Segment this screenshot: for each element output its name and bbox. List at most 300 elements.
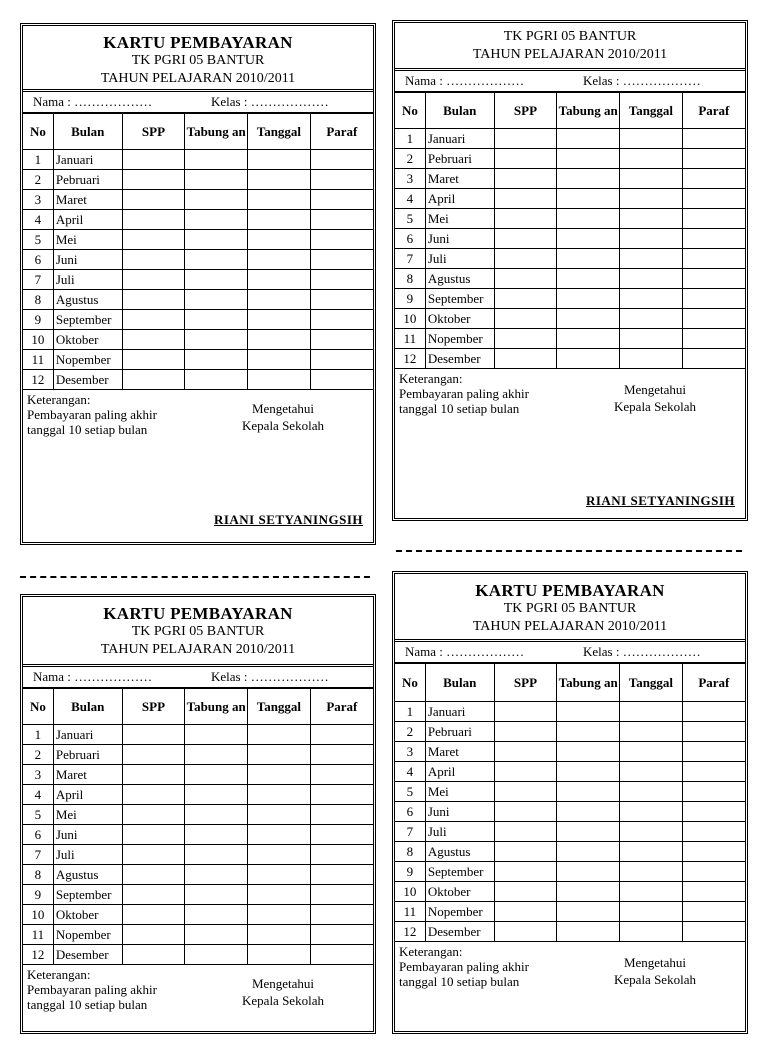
tabungan-cell[interactable]: [185, 845, 248, 865]
spp-cell[interactable]: [122, 190, 185, 210]
school-name: TK PGRI 05 BANTUR: [131, 624, 265, 639]
paraf-cell[interactable]: [310, 805, 373, 825]
ack-line: Kepala Sekolah: [614, 399, 696, 414]
col-header-tanggal: Tanggal: [248, 114, 311, 150]
paraf-cell[interactable]: [310, 725, 373, 745]
tanggal-cell[interactable]: [620, 802, 683, 822]
tabungan-cell[interactable]: [557, 922, 620, 942]
tanggal-cell[interactable]: [620, 862, 683, 882]
month-name: Nopember: [53, 925, 122, 945]
paraf-cell[interactable]: [682, 309, 745, 329]
table-row: [23, 925, 373, 945]
paraf-cell[interactable]: [310, 150, 373, 170]
note-line: Pembayaran paling akhir: [27, 982, 157, 997]
tabungan-cell[interactable]: [185, 170, 248, 190]
tabungan-cell[interactable]: [557, 742, 620, 762]
tanggal-cell[interactable]: [620, 722, 683, 742]
kelas-field[interactable]: Kelas : ………………: [211, 669, 329, 684]
identity-row: [395, 71, 745, 92]
paraf-cell[interactable]: [682, 249, 745, 269]
spp-cell[interactable]: [494, 862, 557, 882]
tanggal-cell[interactable]: [620, 822, 683, 842]
month-name: Pebruari: [53, 745, 122, 765]
row-number: 10: [395, 309, 425, 329]
month-name: Juli: [53, 270, 122, 290]
spp-cell[interactable]: [494, 149, 557, 169]
paraf-cell[interactable]: [682, 189, 745, 209]
row-number: 4: [23, 785, 53, 805]
month-name: September: [53, 310, 122, 330]
table-row: [23, 745, 373, 765]
table-row: [23, 845, 373, 865]
spp-cell[interactable]: [122, 270, 185, 290]
table-row: [395, 329, 745, 349]
tanggal-cell[interactable]: [248, 825, 311, 845]
table-row: [395, 249, 745, 269]
tabungan-cell[interactable]: [557, 309, 620, 329]
card-header: [395, 23, 745, 71]
row-number: 6: [23, 250, 53, 270]
spp-cell[interactable]: [494, 782, 557, 802]
tabungan-cell[interactable]: [557, 702, 620, 722]
tanggal-cell[interactable]: [620, 349, 683, 369]
row-number: 7: [23, 845, 53, 865]
month-name: September: [425, 289, 494, 309]
paraf-cell[interactable]: [682, 349, 745, 369]
paraf-cell[interactable]: [682, 289, 745, 309]
spp-cell[interactable]: [494, 129, 557, 149]
paraf-cell[interactable]: [310, 845, 373, 865]
tabungan-cell[interactable]: [557, 189, 620, 209]
tanggal-cell[interactable]: [620, 129, 683, 149]
tabungan-cell[interactable]: [557, 782, 620, 802]
month-name: Juni: [425, 802, 494, 822]
tabungan-cell[interactable]: [185, 805, 248, 825]
month-name: Oktober: [53, 330, 122, 350]
spp-cell[interactable]: [122, 945, 185, 965]
col-header-bulan: Bulan: [425, 664, 494, 702]
table-row: [395, 802, 745, 822]
tabungan-cell[interactable]: [557, 269, 620, 289]
paraf-cell[interactable]: [682, 269, 745, 289]
note-title: Keterangan:: [399, 944, 463, 959]
tanggal-cell[interactable]: [620, 902, 683, 922]
spp-cell[interactable]: [494, 229, 557, 249]
tanggal-cell[interactable]: [248, 270, 311, 290]
tabungan-cell[interactable]: [557, 722, 620, 742]
paraf-cell[interactable]: [310, 170, 373, 190]
spp-cell[interactable]: [494, 349, 557, 369]
paraf-cell[interactable]: [682, 229, 745, 249]
month-name: Juni: [425, 229, 494, 249]
paraf-cell[interactable]: [310, 865, 373, 885]
table-row: [23, 785, 373, 805]
paraf-cell[interactable]: [310, 825, 373, 845]
tanggal-cell[interactable]: [620, 209, 683, 229]
payment-note: [27, 967, 157, 1012]
spp-cell[interactable]: [122, 845, 185, 865]
payment-card: [20, 594, 376, 1034]
tanggal-cell[interactable]: [248, 785, 311, 805]
paraf-cell[interactable]: [310, 230, 373, 250]
spp-cell[interactable]: [122, 150, 185, 170]
spp-cell[interactable]: [494, 269, 557, 289]
acknowledgement: [591, 954, 719, 988]
tanggal-cell[interactable]: [248, 290, 311, 310]
card-header: [23, 26, 373, 92]
tanggal-cell[interactable]: [248, 170, 311, 190]
tabungan-cell[interactable]: [557, 862, 620, 882]
paraf-cell[interactable]: [310, 885, 373, 905]
table-row: [395, 189, 745, 209]
tanggal-cell[interactable]: [620, 189, 683, 209]
tanggal-cell[interactable]: [620, 842, 683, 862]
spp-cell[interactable]: [122, 350, 185, 370]
table-row: [395, 762, 745, 782]
col-header-no: No: [23, 114, 53, 150]
col-header-paraf: Paraf: [310, 689, 373, 725]
tanggal-cell[interactable]: [620, 922, 683, 942]
spp-cell[interactable]: [494, 209, 557, 229]
note-line: Pembayaran paling akhir: [399, 959, 529, 974]
spp-cell[interactable]: [122, 210, 185, 230]
spp-cell[interactable]: [494, 169, 557, 189]
spp-cell[interactable]: [122, 330, 185, 350]
tabungan-cell[interactable]: [185, 370, 248, 390]
row-number: 1: [395, 129, 425, 149]
tabungan-cell[interactable]: [185, 150, 248, 170]
nama-field[interactable]: Nama : ………………: [405, 73, 525, 88]
month-name: Oktober: [53, 905, 122, 925]
tabungan-cell[interactable]: [557, 822, 620, 842]
spp-cell[interactable]: [494, 882, 557, 902]
tanggal-cell[interactable]: [248, 190, 311, 210]
month-name: Nopember: [425, 902, 494, 922]
tabungan-cell[interactable]: [185, 290, 248, 310]
table-row: [395, 149, 745, 169]
spp-cell[interactable]: [494, 702, 557, 722]
tanggal-cell[interactable]: [620, 882, 683, 902]
table-row: [395, 289, 745, 309]
spp-cell[interactable]: [494, 902, 557, 922]
paraf-cell[interactable]: [682, 149, 745, 169]
note-line: tanggal 10 setiap bulan: [399, 401, 520, 416]
paraf-cell[interactable]: [310, 745, 373, 765]
paraf-cell[interactable]: [682, 802, 745, 822]
card-footer: [23, 965, 373, 1045]
paraf-cell[interactable]: [682, 842, 745, 862]
spp-cell[interactable]: [494, 742, 557, 762]
spp-cell[interactable]: [494, 189, 557, 209]
tabungan-cell[interactable]: [185, 725, 248, 745]
ack-line: Mengetahui: [623, 382, 687, 397]
spp-cell[interactable]: [122, 825, 185, 845]
spp-cell[interactable]: [494, 822, 557, 842]
col-header-paraf: Paraf: [682, 664, 745, 702]
col-header-tanggal: Tanggal: [620, 664, 683, 702]
table-row: [23, 270, 373, 290]
month-name: Maret: [53, 765, 122, 785]
tabungan-cell[interactable]: [185, 745, 248, 765]
row-number: 2: [23, 170, 53, 190]
tabungan-cell[interactable]: [185, 925, 248, 945]
note-title: Keterangan:: [27, 967, 91, 982]
nama-field[interactable]: Nama : ………………: [405, 644, 525, 659]
tanggal-cell[interactable]: [248, 250, 311, 270]
tanggal-cell[interactable]: [248, 150, 311, 170]
paraf-cell[interactable]: [310, 310, 373, 330]
spp-cell[interactable]: [122, 725, 185, 745]
paraf-cell[interactable]: [310, 925, 373, 945]
spp-cell[interactable]: [122, 805, 185, 825]
month-name: Nopember: [425, 329, 494, 349]
tanggal-cell[interactable]: [620, 309, 683, 329]
spp-cell[interactable]: [122, 230, 185, 250]
row-number: 10: [23, 330, 53, 350]
tabungan-cell[interactable]: [557, 329, 620, 349]
tanggal-cell[interactable]: [248, 330, 311, 350]
payment-table: [23, 113, 373, 390]
table-row: [23, 190, 373, 210]
tabungan-cell[interactable]: [185, 330, 248, 350]
tabungan-cell[interactable]: [557, 169, 620, 189]
tabungan-cell[interactable]: [185, 785, 248, 805]
paraf-cell[interactable]: [682, 922, 745, 942]
paraf-cell[interactable]: [682, 822, 745, 842]
paraf-cell[interactable]: [682, 862, 745, 882]
tanggal-cell[interactable]: [248, 805, 311, 825]
tabungan-cell[interactable]: [557, 842, 620, 862]
acknowledgement: [223, 400, 343, 434]
tabungan-cell[interactable]: [185, 865, 248, 885]
tabungan-cell[interactable]: [557, 902, 620, 922]
tabungan-cell[interactable]: [185, 905, 248, 925]
spp-cell[interactable]: [122, 905, 185, 925]
spp-cell[interactable]: [122, 745, 185, 765]
month-name: Agustus: [425, 842, 494, 862]
paraf-cell[interactable]: [682, 329, 745, 349]
col-header-bulan: Bulan: [53, 689, 122, 725]
table-row: [395, 269, 745, 289]
tanggal-cell[interactable]: [620, 762, 683, 782]
month-name: Mei: [53, 230, 122, 250]
paraf-cell[interactable]: [682, 882, 745, 902]
tanggal-cell[interactable]: [248, 885, 311, 905]
col-header-tanggal: Tanggal: [248, 689, 311, 725]
spp-cell[interactable]: [122, 785, 185, 805]
tabungan-cell[interactable]: [185, 250, 248, 270]
tabungan-cell[interactable]: [185, 210, 248, 230]
tanggal-cell[interactable]: [248, 350, 311, 370]
paraf-cell[interactable]: [682, 722, 745, 742]
nama-field[interactable]: Nama : ………………: [33, 94, 153, 109]
spp-cell[interactable]: [494, 722, 557, 742]
tanggal-cell[interactable]: [248, 845, 311, 865]
tanggal-cell[interactable]: [248, 745, 311, 765]
tabungan-cell[interactable]: [557, 289, 620, 309]
paraf-cell[interactable]: [310, 765, 373, 785]
paraf-cell[interactable]: [310, 370, 373, 390]
note-line: tanggal 10 setiap bulan: [399, 974, 520, 989]
paraf-cell[interactable]: [682, 902, 745, 922]
col-header-tabungan: Tabung an: [557, 93, 620, 129]
month-name: Januari: [425, 129, 494, 149]
spp-cell[interactable]: [122, 370, 185, 390]
paraf-cell[interactable]: [310, 250, 373, 270]
tanggal-cell[interactable]: [248, 925, 311, 945]
paraf-cell[interactable]: [310, 270, 373, 290]
tanggal-cell[interactable]: [248, 725, 311, 745]
tabungan-cell[interactable]: [557, 249, 620, 269]
spp-cell[interactable]: [494, 329, 557, 349]
ack-line: Kepala Sekolah: [242, 418, 324, 433]
spp-cell[interactable]: [494, 922, 557, 942]
paraf-cell[interactable]: [310, 290, 373, 310]
tabungan-cell[interactable]: [185, 945, 248, 965]
tanggal-cell[interactable]: [620, 249, 683, 269]
row-number: 1: [23, 725, 53, 745]
paraf-cell[interactable]: [682, 702, 745, 722]
spp-cell[interactable]: [494, 249, 557, 269]
paraf-cell[interactable]: [310, 190, 373, 210]
tanggal-cell[interactable]: [620, 329, 683, 349]
tabungan-cell[interactable]: [557, 129, 620, 149]
spp-cell[interactable]: [122, 765, 185, 785]
month-name: Maret: [425, 169, 494, 189]
tanggal-cell[interactable]: [248, 865, 311, 885]
tanggal-cell[interactable]: [620, 702, 683, 722]
tanggal-cell[interactable]: [620, 169, 683, 189]
school-name: TK PGRI 05 BANTUR: [503, 29, 637, 44]
row-number: 9: [23, 310, 53, 330]
row-number: 7: [23, 270, 53, 290]
spp-cell[interactable]: [122, 885, 185, 905]
table-row: [23, 765, 373, 785]
kelas-field[interactable]: Kelas : ………………: [583, 73, 701, 88]
spp-cell[interactable]: [122, 865, 185, 885]
tabungan-cell[interactable]: [557, 882, 620, 902]
tabungan-cell[interactable]: [185, 270, 248, 290]
spp-cell[interactable]: [122, 310, 185, 330]
table-row: [23, 905, 373, 925]
table-row: [23, 945, 373, 965]
paraf-cell[interactable]: [682, 209, 745, 229]
month-name: Maret: [425, 742, 494, 762]
payment-table: [395, 663, 745, 942]
tabungan-cell[interactable]: [557, 802, 620, 822]
kelas-field[interactable]: Kelas : ………………: [583, 644, 701, 659]
tabungan-cell[interactable]: [185, 825, 248, 845]
row-number: 11: [23, 350, 53, 370]
tanggal-cell[interactable]: [620, 229, 683, 249]
tabungan-cell[interactable]: [185, 885, 248, 905]
kelas-field[interactable]: Kelas : ………………: [211, 94, 329, 109]
tanggal-cell[interactable]: [248, 945, 311, 965]
signer-name: RIANI SETYANINGSIH: [585, 493, 735, 508]
nama-field[interactable]: Nama : ………………: [33, 669, 153, 684]
paraf-cell[interactable]: [310, 330, 373, 350]
note-title: Keterangan:: [399, 371, 463, 386]
tabungan-cell[interactable]: [557, 762, 620, 782]
row-number: 7: [395, 822, 425, 842]
col-header-no: No: [395, 93, 425, 129]
tabungan-cell[interactable]: [185, 190, 248, 210]
tanggal-cell[interactable]: [248, 370, 311, 390]
row-number: 12: [23, 945, 53, 965]
paraf-cell[interactable]: [682, 169, 745, 189]
month-name: Oktober: [425, 882, 494, 902]
tabungan-cell[interactable]: [185, 350, 248, 370]
paraf-cell[interactable]: [310, 905, 373, 925]
paraf-cell[interactable]: [310, 350, 373, 370]
identity-row: [23, 92, 373, 113]
row-number: 4: [23, 210, 53, 230]
table-row: [395, 902, 745, 922]
table-row: [395, 842, 745, 862]
tabungan-cell[interactable]: [185, 310, 248, 330]
tanggal-cell[interactable]: [620, 149, 683, 169]
row-number: 1: [395, 702, 425, 722]
tanggal-cell[interactable]: [248, 765, 311, 785]
acknowledgement: [223, 975, 343, 1009]
spp-cell[interactable]: [494, 802, 557, 822]
paraf-cell[interactable]: [310, 945, 373, 965]
col-header-spp: SPP: [122, 689, 185, 725]
tabungan-cell[interactable]: [557, 229, 620, 249]
spp-cell[interactable]: [122, 170, 185, 190]
school-name: TK PGRI 05 BANTUR: [503, 601, 637, 616]
tanggal-cell[interactable]: [248, 310, 311, 330]
card-header: [395, 574, 745, 642]
identity-row: [395, 642, 745, 663]
tanggal-cell[interactable]: [620, 269, 683, 289]
table-row: [23, 210, 373, 230]
spp-cell[interactable]: [494, 289, 557, 309]
month-name: April: [53, 785, 122, 805]
tabungan-cell[interactable]: [557, 349, 620, 369]
paraf-cell[interactable]: [310, 785, 373, 805]
month-name: September: [53, 885, 122, 905]
tanggal-cell[interactable]: [620, 782, 683, 802]
row-number: 5: [23, 805, 53, 825]
spp-cell[interactable]: [122, 290, 185, 310]
paraf-cell[interactable]: [682, 742, 745, 762]
tabungan-cell[interactable]: [557, 149, 620, 169]
tabungan-cell[interactable]: [557, 209, 620, 229]
spp-cell[interactable]: [122, 250, 185, 270]
paraf-cell[interactable]: [682, 129, 745, 149]
tanggal-cell[interactable]: [620, 742, 683, 762]
paraf-cell[interactable]: [682, 782, 745, 802]
spp-cell[interactable]: [494, 842, 557, 862]
tanggal-cell[interactable]: [248, 210, 311, 230]
tabungan-cell[interactable]: [185, 230, 248, 250]
academic-year: TAHUN PELAJARAN 2010/2011: [472, 619, 668, 634]
month-name: Januari: [53, 150, 122, 170]
tanggal-cell[interactable]: [248, 230, 311, 250]
table-row: [23, 370, 373, 390]
paraf-cell[interactable]: [310, 210, 373, 230]
spp-cell[interactable]: [494, 309, 557, 329]
spp-cell[interactable]: [494, 762, 557, 782]
spp-cell[interactable]: [122, 925, 185, 945]
paraf-cell[interactable]: [682, 762, 745, 782]
tanggal-cell[interactable]: [620, 289, 683, 309]
month-name: Agustus: [425, 269, 494, 289]
tabungan-cell[interactable]: [185, 765, 248, 785]
tanggal-cell[interactable]: [248, 905, 311, 925]
ack-line: Kepala Sekolah: [614, 972, 696, 987]
